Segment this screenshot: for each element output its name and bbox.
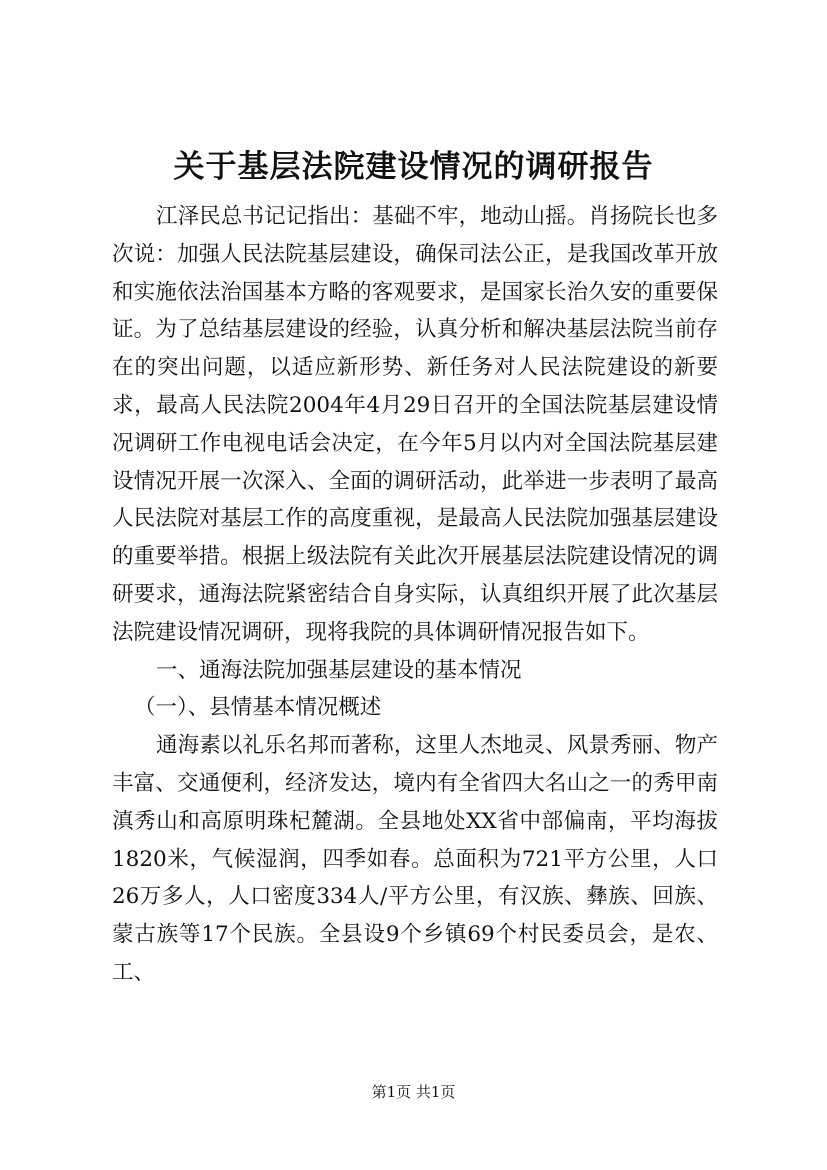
page-footer: 第1页 共1页 bbox=[371, 1083, 456, 1101]
document-title: 关于基层法院建设情况的调研报告 bbox=[173, 149, 654, 185]
document-body bbox=[112, 198, 718, 992]
county-overview-paragraph: 通海素以礼乐名邦而著称，这里人杰地灵、风景秀丽、物产丰富、交通便利，经济发达，境内有全省四大名山之一的秀甲南滇秀山和高原明珠杞麓湖。全县地处XX省中部偏南，平均海拔1820米，气候湿润，四季如春。总面积为721平方公里，人口26万多人，人口密度334人/平方公里，有汉族、彝族、回族、蒙古族等17个民族。全县设9个乡镇69个村民委员会，是农、工、 bbox=[112, 733, 718, 985]
subsection-heading: （一）、县情基本情况概述 bbox=[134, 695, 382, 721]
section-heading: 一、通海法院加强基层建设的基本情况 bbox=[156, 657, 522, 683]
intro-paragraph: 江泽民总书记记指出：基础不牢，地动山摇。肖扬院长也多次说：加强人民法院基层建设，确保司法公正，是我国改革开放和实施依法治国基本方略的客观要求，是国家长治久安的重要保证。为了总结基层建设的经验，认真分析和解决基层法院当前存在的突出问题，以适应新形势、新任务对人民法院建设的新要求，最高人民法院2004年4月29日召开的全国法院基层建设情况调研工作电视电话会决定，在今年5月以内对全国法院基层建设情况开展一次深入、全面的调研活动，此举进一步表明了最高人民法院对基层工作的高度重视，是最高人民法院加强基层建设的重要举措。根据上级法院有关此次开展基层法院建设情况的调研要求，通海法院紧密结合自身实际，认真组织开展了此次基层法院建设情况调研，现将我院的具体调研情况报告如下。 bbox=[112, 204, 718, 645]
